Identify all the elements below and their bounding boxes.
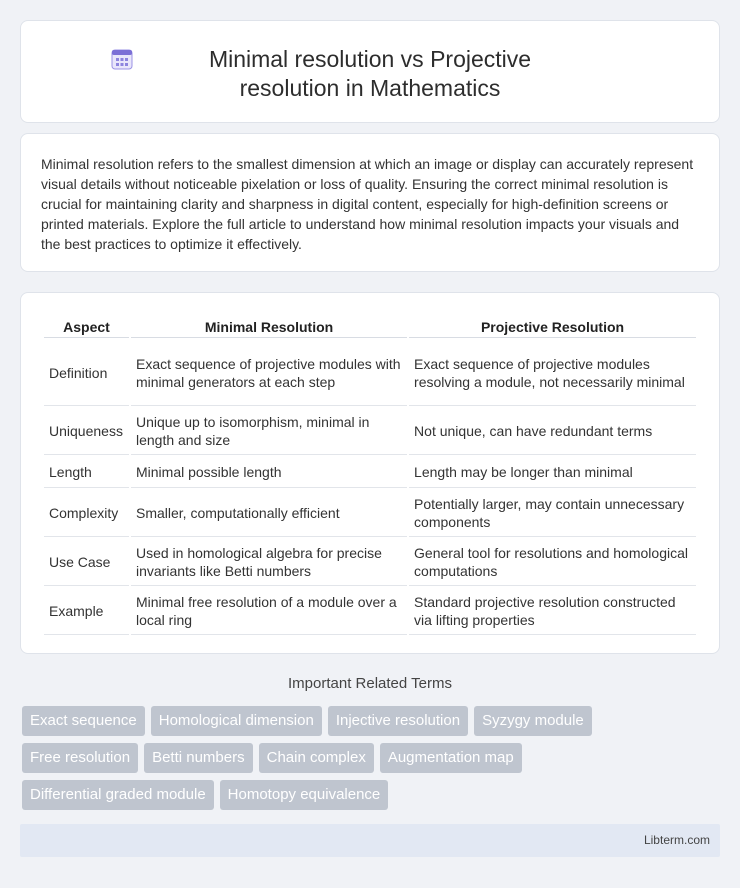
row-projective: General tool for resolutions and homological computations	[409, 539, 696, 586]
header-minimal: Minimal Resolution	[131, 316, 407, 338]
page-title-text: Minimal resolution vs Projective resolution in Mathematics	[208, 46, 532, 101]
comparison-card	[20, 292, 720, 654]
table-row	[44, 490, 696, 537]
row-projective: Exact sequence of projective modules resolving a module, not necessarily minimal	[409, 340, 696, 406]
row-minimal: Used in homological algebra for precise invariants like Betti numbers	[131, 539, 407, 586]
tag-free-resolution[interactable]: Free resolution	[22, 743, 138, 773]
row-projective: Standard projective resolution constructed via lifting properties	[409, 588, 696, 635]
tag-exact-sequence[interactable]: Exact sequence	[22, 706, 145, 736]
comparison-table	[42, 314, 698, 637]
tag-chain-complex[interactable]: Chain complex	[259, 743, 374, 773]
tag-differential-graded-module[interactable]: Differential graded module	[22, 780, 214, 810]
intro-paragraph: Minimal resolution refers to the smallest dimension at which an image or display can accurately represent visual details without noticeable pixelation or loss of quality. Ensuring the correct minimal resolution is crucial for maintaining clarity and sharpness in digital content, especially for high-definition screens or printed materials. Explore the full article to understand how minimal resolution impacts your visuals and the best practices to optimize it effectively.	[41, 156, 694, 252]
header-aspect: Aspect	[44, 316, 129, 338]
tag-row	[22, 743, 722, 773]
tag-injective-resolution[interactable]: Injective resolution	[328, 706, 468, 736]
page-title	[21, 45, 719, 103]
table-row	[44, 457, 696, 488]
tag-homotopy-equivalence[interactable]: Homotopy equivalence	[220, 780, 389, 810]
row-minimal: Minimal possible length	[131, 457, 407, 488]
row-aspect: Length	[44, 457, 129, 488]
tag-augmentation-map[interactable]: Augmentation map	[380, 743, 522, 773]
tag-syzygy-module[interactable]: Syzygy module	[474, 706, 592, 736]
row-projective: Potentially larger, may contain unnecessary components	[409, 490, 696, 537]
row-minimal: Unique up to isomorphism, minimal in length and size	[131, 408, 407, 455]
title-card	[20, 20, 720, 123]
header-projective: Projective Resolution	[409, 316, 696, 338]
footer-brand[interactable]: Libterm.com	[643, 833, 710, 847]
row-aspect: Definition	[44, 340, 129, 406]
row-projective: Not unique, can have redundant terms	[409, 408, 696, 455]
table-row	[44, 539, 696, 586]
table-row	[44, 340, 696, 406]
tag-betti-numbers[interactable]: Betti numbers	[144, 743, 253, 773]
footer	[20, 824, 720, 857]
row-projective: Length may be longer than minimal	[409, 457, 696, 488]
table-header-row	[44, 316, 696, 338]
related-terms-list	[22, 706, 722, 817]
tag-row	[22, 780, 722, 810]
row-minimal: Exact sequence of projective modules with minimal generators at each step	[131, 340, 407, 406]
row-minimal: Smaller, computationally efficient	[131, 490, 407, 537]
row-aspect: Use Case	[44, 539, 129, 586]
row-aspect: Uniqueness	[44, 408, 129, 455]
row-aspect: Example	[44, 588, 129, 635]
table-row	[44, 408, 696, 455]
tag-row	[22, 706, 722, 736]
intro-card	[20, 133, 720, 272]
row-minimal: Minimal free resolution of a module over a local ring	[131, 588, 407, 635]
related-terms-heading: Important Related Terms	[288, 675, 452, 692]
table-row	[44, 588, 696, 635]
tag-homological-dimension[interactable]: Homological dimension	[151, 706, 322, 736]
row-aspect: Complexity	[44, 490, 129, 537]
